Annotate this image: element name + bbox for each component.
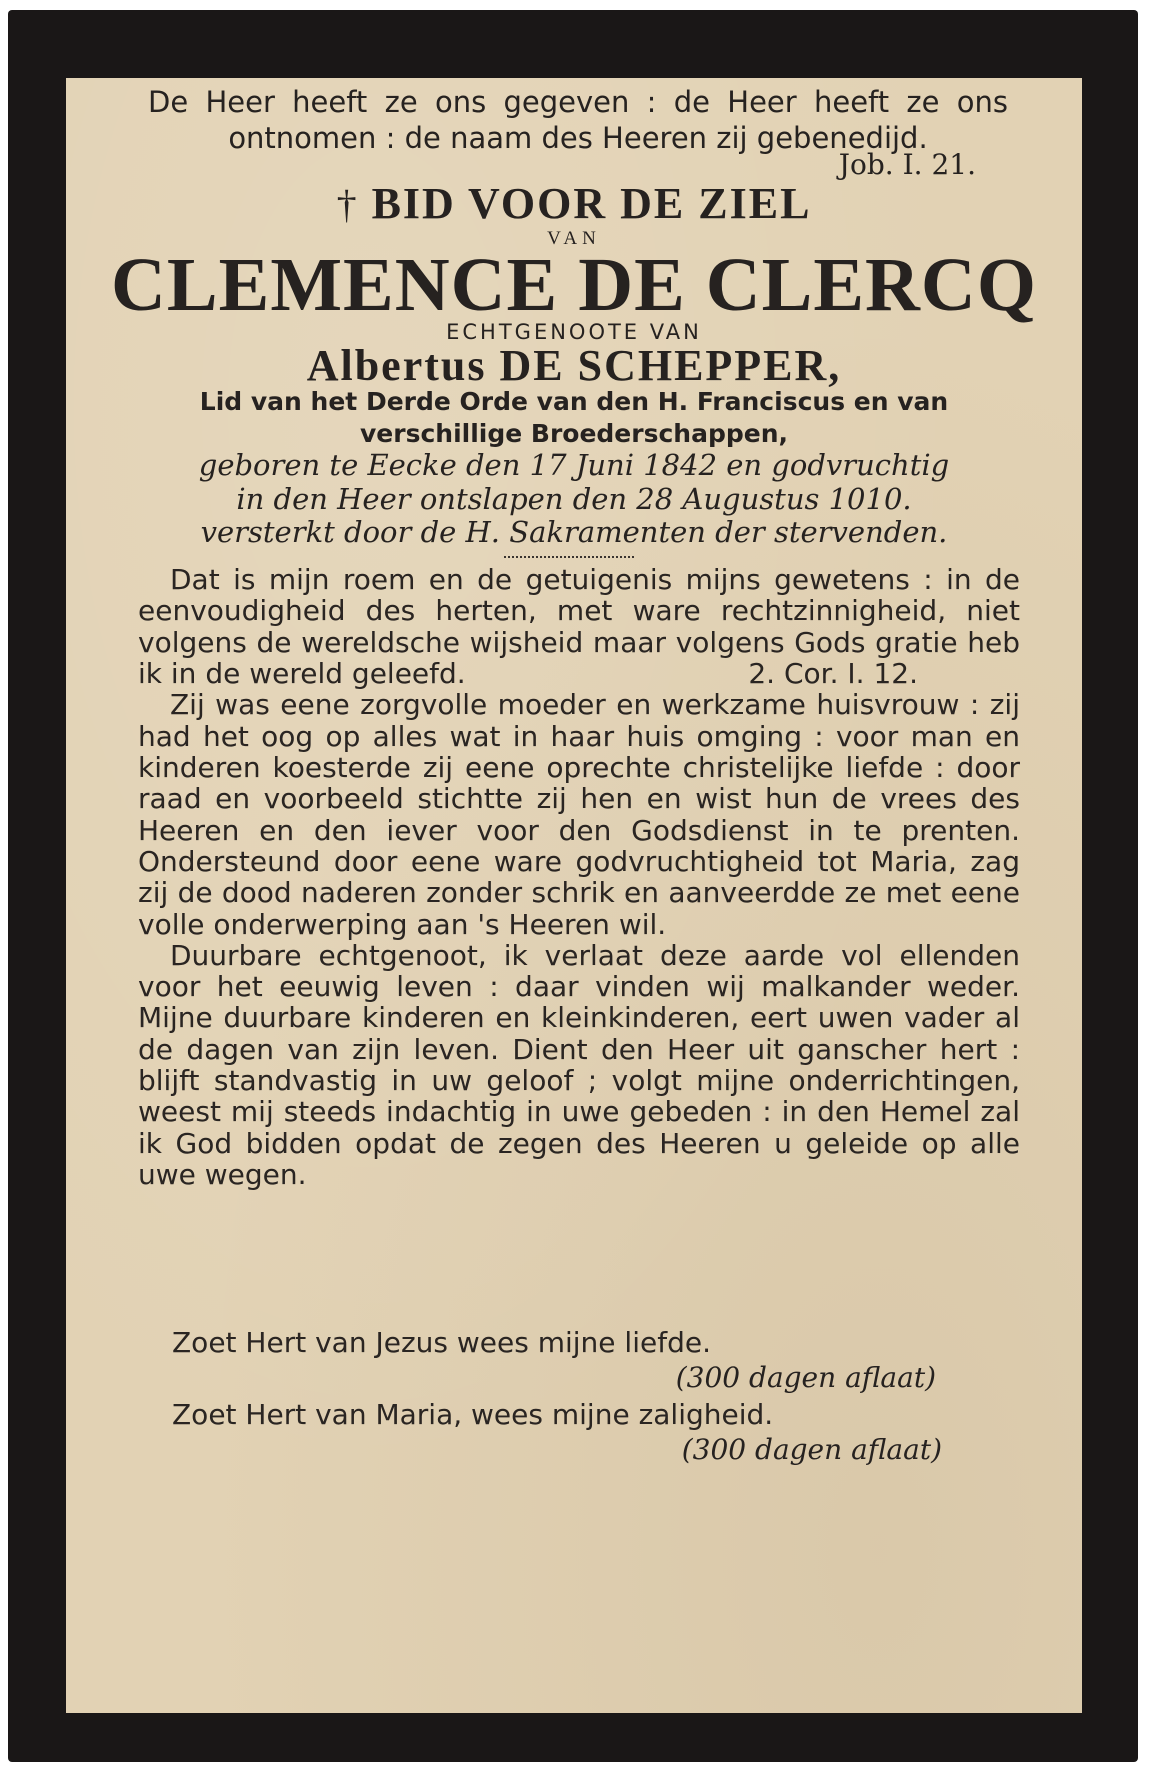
life-dates-line-3: versterkt door de H. Sakramenten der stervenden. [200, 515, 948, 549]
paragraph-life: Zij was eene zorgvolle moeder en werkzame huisvrouw : zij had het oog op alles wat in haar huis omging : voor man en kinderen koesterde zij eene oprechte christelijke liefde : door raad en voorbeeld stichtte zij hen en wist hun de vrees des Heeren en den iever voor den Godsdienst in te prenten. Ondersteund door eene ware godvruchtigheid tot Maria, zag zij de dood naderen zonder schrik en aanveerdde ze met eene volle onderwerping aan 's Heeren wil. [138, 688, 1020, 941]
memorial-card [8, 10, 1138, 1762]
paragraph-farewell: Duurbare echtgenoot, ik verlaat deze aarde vol ellenden voor het eeuwig leven : daar vinden wij malkander weder. Mijne duurbare kinderen en kleinkinderen, eert uwen vader al de dagen van zijn leven. Dient den Heer uit ganscher hert : blijft standvastig in uw geloof ; volgt mijne onderrichtingen, weest mij steeds indachtig in uwe gebeden : in den Hemel zal ik God bidden opdat de zegen des Heeren u geleide op alle uwe wegen. [138, 938, 1020, 1191]
paragraph-scripture-cite: 2. Cor. I. 12. [748, 657, 918, 691]
life-dates-line-2: in den Heer ontslapen den 28 Augustus 1010. [236, 482, 912, 516]
cross-icon: † [336, 182, 359, 227]
van-label: VAN [547, 228, 601, 249]
life-dates-line-1: geboren te Eecke den 17 Juni 1842 en godvruchtig [198, 448, 950, 482]
relation-label: ECHTGENOOTE VAN [446, 320, 702, 344]
body-text [138, 564, 1020, 1190]
prayer-jesus: Zoet Hert van Jezus wees mijne liefde. [172, 1326, 711, 1359]
membership-line-2: verschillige Broederschappen, [359, 419, 788, 448]
scripture-source: Job. I. 21. [838, 148, 976, 181]
opening-scripture-quote: De Heer heeft ze ons gegeven : de Heer heeft ze ons ontnomen : de naam des Heeren zij gebenedijd. [148, 85, 1008, 155]
paragraph-scripture-text: Dat is mijn roem en de getuigenis mijns gewetens : in de eenvoudigheid des herten, met ware rechtzinnigheid, niet volgens de wereldsche wijsheid maar volgens Gods gratie heb ik in de wereld geleefd. [138, 563, 1020, 690]
membership-line-1: Lid van het Derde Orde van den H. Franciscus en van [199, 387, 949, 416]
spouse-name: Albertus DE SCHEPPER, [306, 341, 842, 390]
section-divider [504, 556, 634, 558]
prayer-heading-text: BID VOOR DE ZIEL [371, 179, 812, 228]
indulgence-2: (300 dagen aflaat) [681, 1433, 942, 1466]
prayer-heading [66, 178, 1082, 229]
card-paper [66, 78, 1082, 1713]
deceased-name: CLEMENCE DE CLERCQ [111, 243, 1037, 327]
prayer-maria: Zoet Hert van Maria, wees mijne zaligheid. [172, 1398, 774, 1431]
indulgence-1: (300 dagen aflaat) [675, 1361, 936, 1394]
